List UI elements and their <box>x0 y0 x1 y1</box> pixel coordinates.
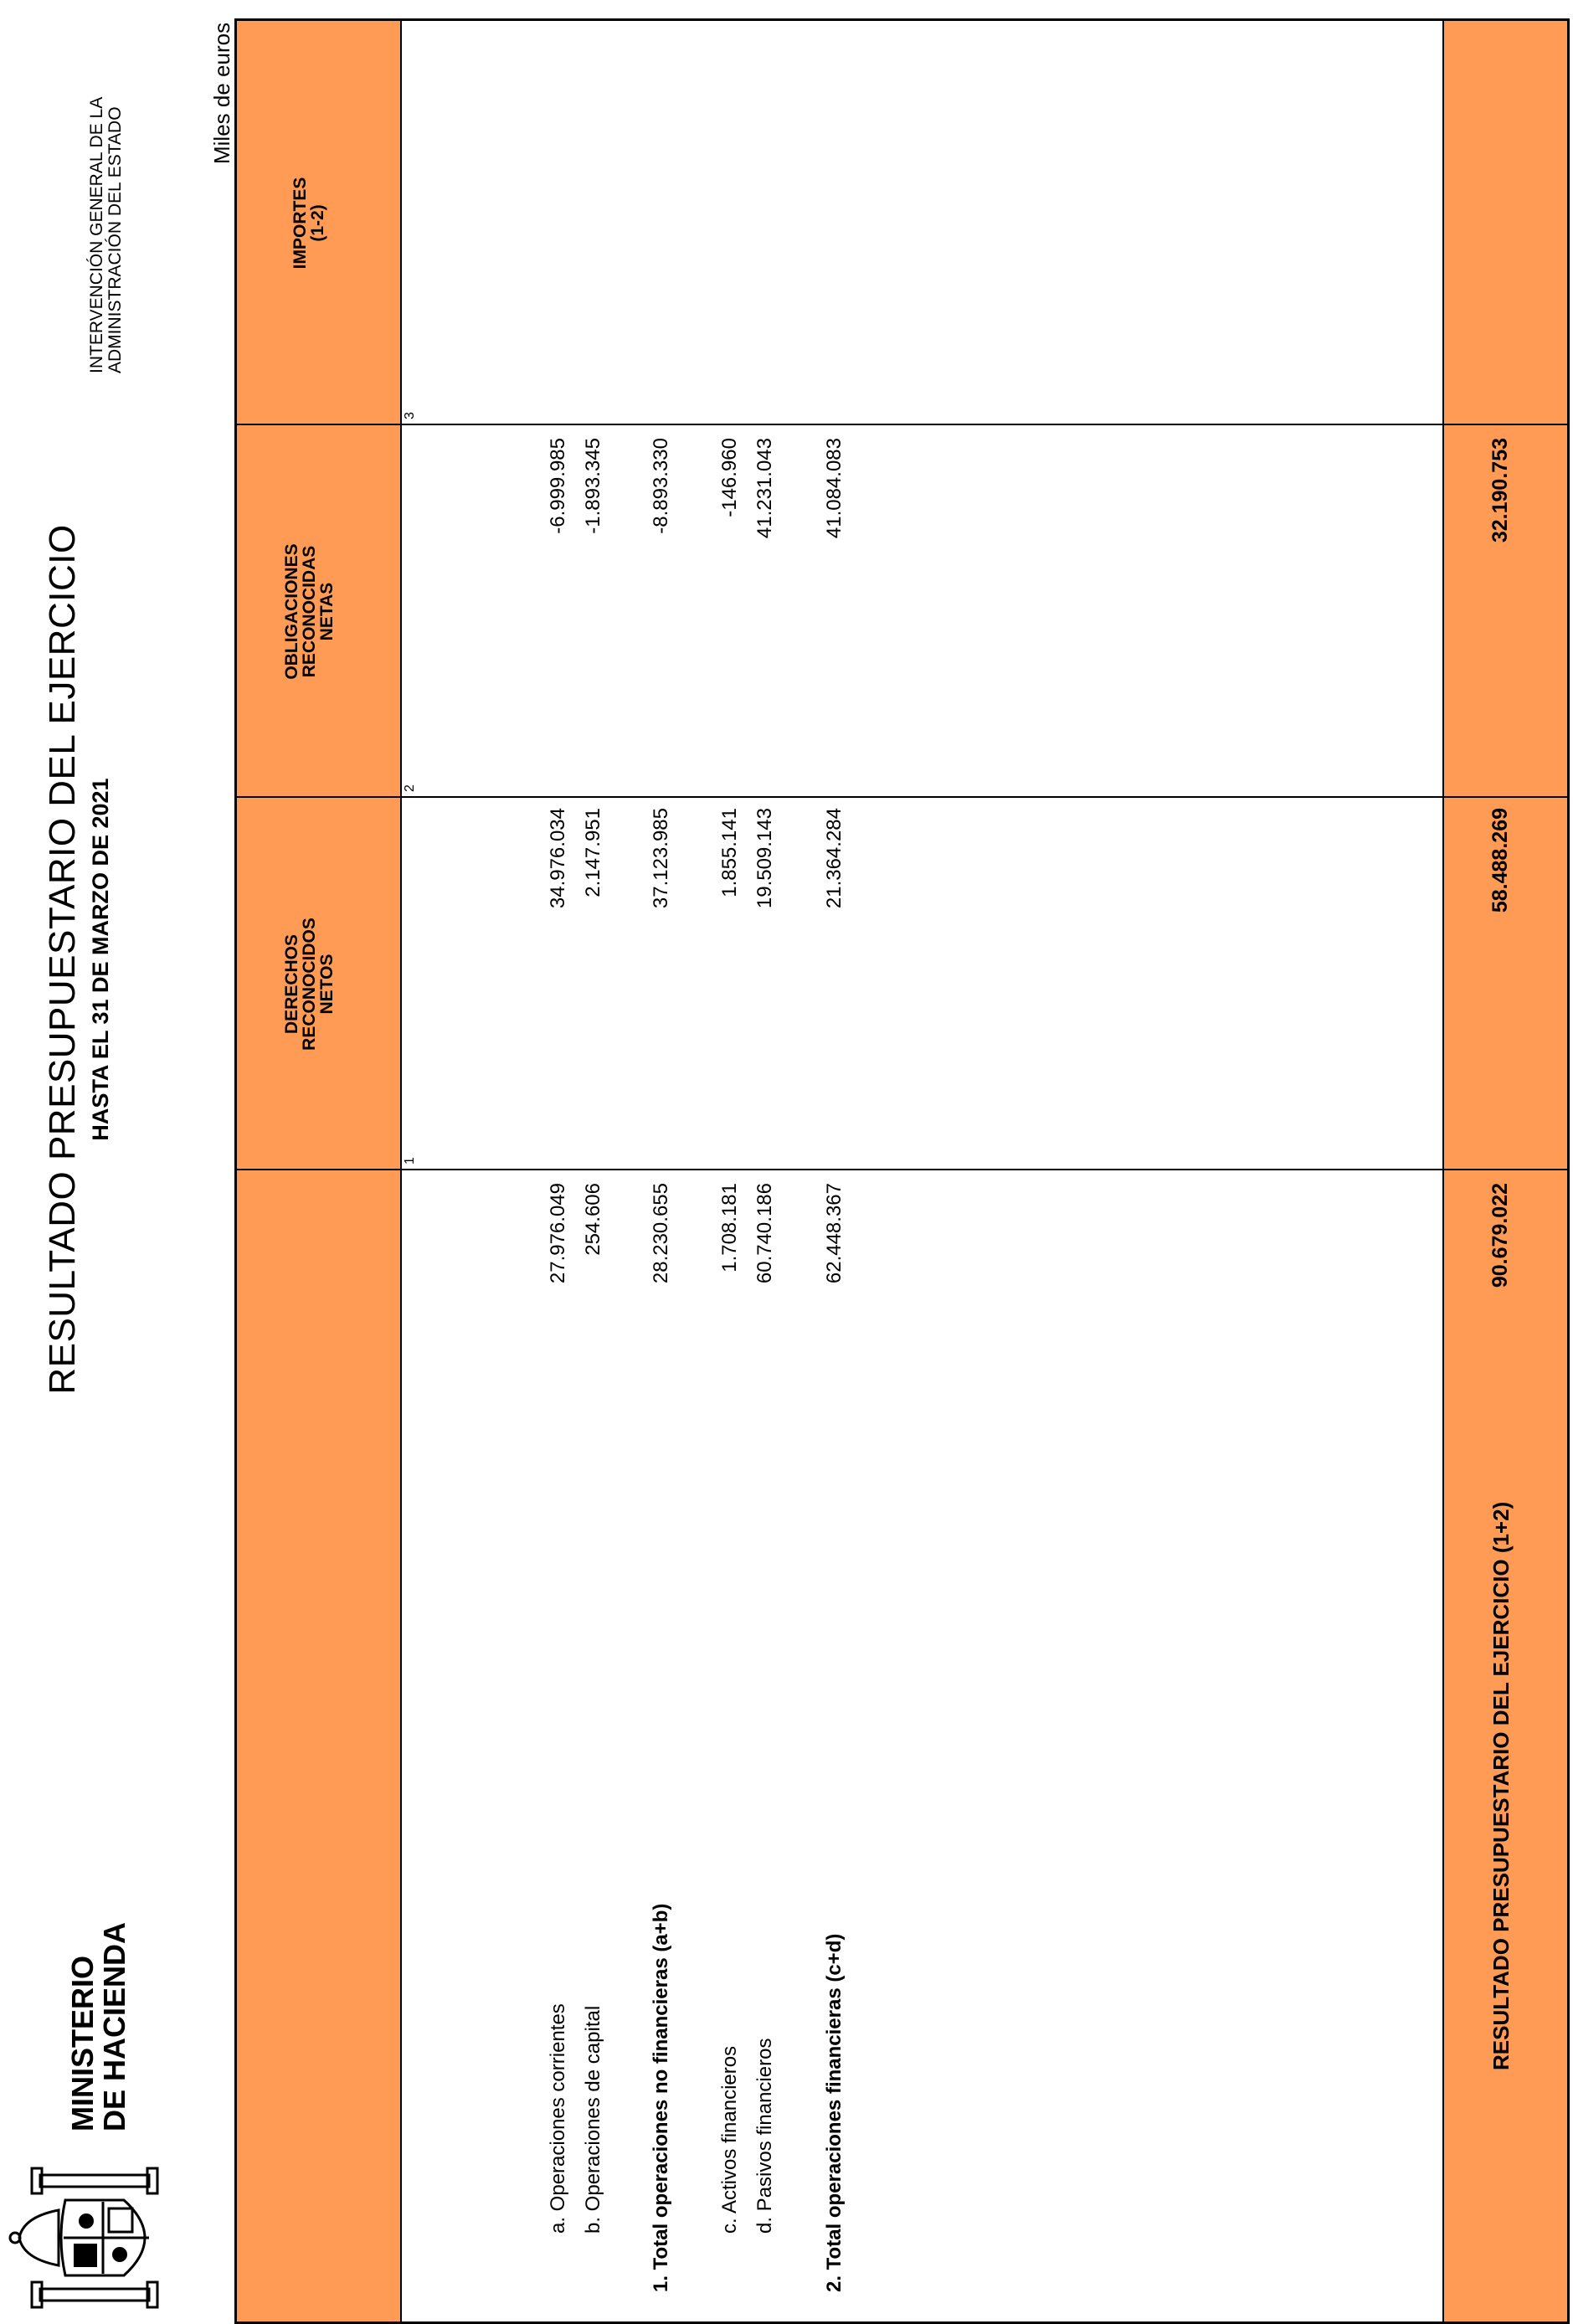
row-label: a. Operaciones corrientes <box>547 2003 569 2234</box>
row-obligaciones: 34.976.034 <box>547 808 569 909</box>
row-derechos: 254.606 <box>582 1183 604 1256</box>
column-divider <box>237 424 1567 425</box>
total-label: RESULTADO PRESUPUESTARIO DEL EJERCICIO (1+2) <box>1488 1501 1514 2070</box>
derechos-header-line: DERECHOS <box>282 933 301 1035</box>
row-derechos: 27.976.049 <box>547 1183 569 1284</box>
total-importes: 32.190.753 <box>1488 438 1512 543</box>
row-derechos: 1.708.181 <box>718 1183 741 1273</box>
row-importes: -8.893.330 <box>650 438 672 534</box>
row-derechos: 60.740.186 <box>753 1183 776 1284</box>
row-label: 2. Total operaciones financieras (c+d) <box>823 1933 846 2292</box>
row-importes: -1.893.345 <box>582 438 604 534</box>
total-derechos: 90.679.022 <box>1488 1183 1512 1288</box>
total-obligaciones: 58.488.269 <box>1488 808 1512 913</box>
importes-header-line: (1-2) <box>308 204 327 242</box>
importes-header-text <box>291 21 326 425</box>
column-number: 2 <box>403 784 417 792</box>
row-label: 1. Total operaciones no financieras (a+b) <box>650 1903 672 2292</box>
coat-of-arms-logo <box>7 2158 174 2317</box>
column-divider <box>237 1169 1567 1170</box>
row-obligaciones: 37.123.985 <box>650 808 672 909</box>
igae-line2: ADMINISTRACIÓN DEL ESTADO <box>105 106 125 373</box>
ministry-name <box>67 1922 131 2131</box>
budget-result-table <box>234 18 1570 2324</box>
row-label: c. Activos financieros <box>718 2045 741 2234</box>
importes-header-line: IMPORTES <box>290 177 310 270</box>
ministry-line1: MINISTERIO <box>65 1955 100 2131</box>
column-number: 3 <box>403 412 417 419</box>
row-label: b. Operaciones de capital <box>582 2005 604 2234</box>
report-title: RESULTADO PRESUPUESTARIO DEL EJERCICIO <box>42 524 83 1395</box>
row-importes: 41.231.043 <box>753 438 776 539</box>
derechos-header-text <box>283 798 336 1170</box>
row-obligaciones: 2.147.951 <box>582 808 604 897</box>
column-number: 1 <box>403 1157 417 1165</box>
derechos-header-line: NETOS <box>317 954 337 1015</box>
row-obligaciones: 19.509.143 <box>753 808 776 909</box>
ministry-line2: DE HACIENDA <box>97 1921 131 2131</box>
igae-name <box>88 97 125 373</box>
report-subtitle: HASTA EL 31 DE MARZO DE 2021 <box>88 778 113 1141</box>
row-derechos: 62.448.367 <box>823 1183 846 1284</box>
row-importes: -6.999.985 <box>547 438 569 534</box>
row-obligaciones: 1.855.141 <box>718 808 741 897</box>
row-derechos: 28.230.655 <box>650 1183 672 1284</box>
obligaciones-header-line: NETAS <box>317 582 337 641</box>
total-divider <box>1442 21 1444 2321</box>
label-column-header <box>237 1170 400 2321</box>
row-importes: -146.960 <box>718 438 741 517</box>
igae-line1: INTERVENCIÓN GENERAL DE LA <box>87 96 106 373</box>
row-obligaciones: 21.364.284 <box>823 808 846 909</box>
obligaciones-header-text <box>283 425 336 798</box>
derechos-header-line: RECONOCIDOS <box>300 918 319 1051</box>
obligaciones-header-line: OBLIGACIONES <box>282 543 301 680</box>
row-label: d. Pasivos financieros <box>753 2038 776 2234</box>
column-divider <box>237 796 1567 798</box>
header-divider <box>400 21 402 2321</box>
row-importes: 41.084.083 <box>823 438 846 539</box>
obligaciones-header-line: RECONOCIDAS <box>300 545 319 678</box>
units-label: Miles de euros <box>209 22 234 164</box>
